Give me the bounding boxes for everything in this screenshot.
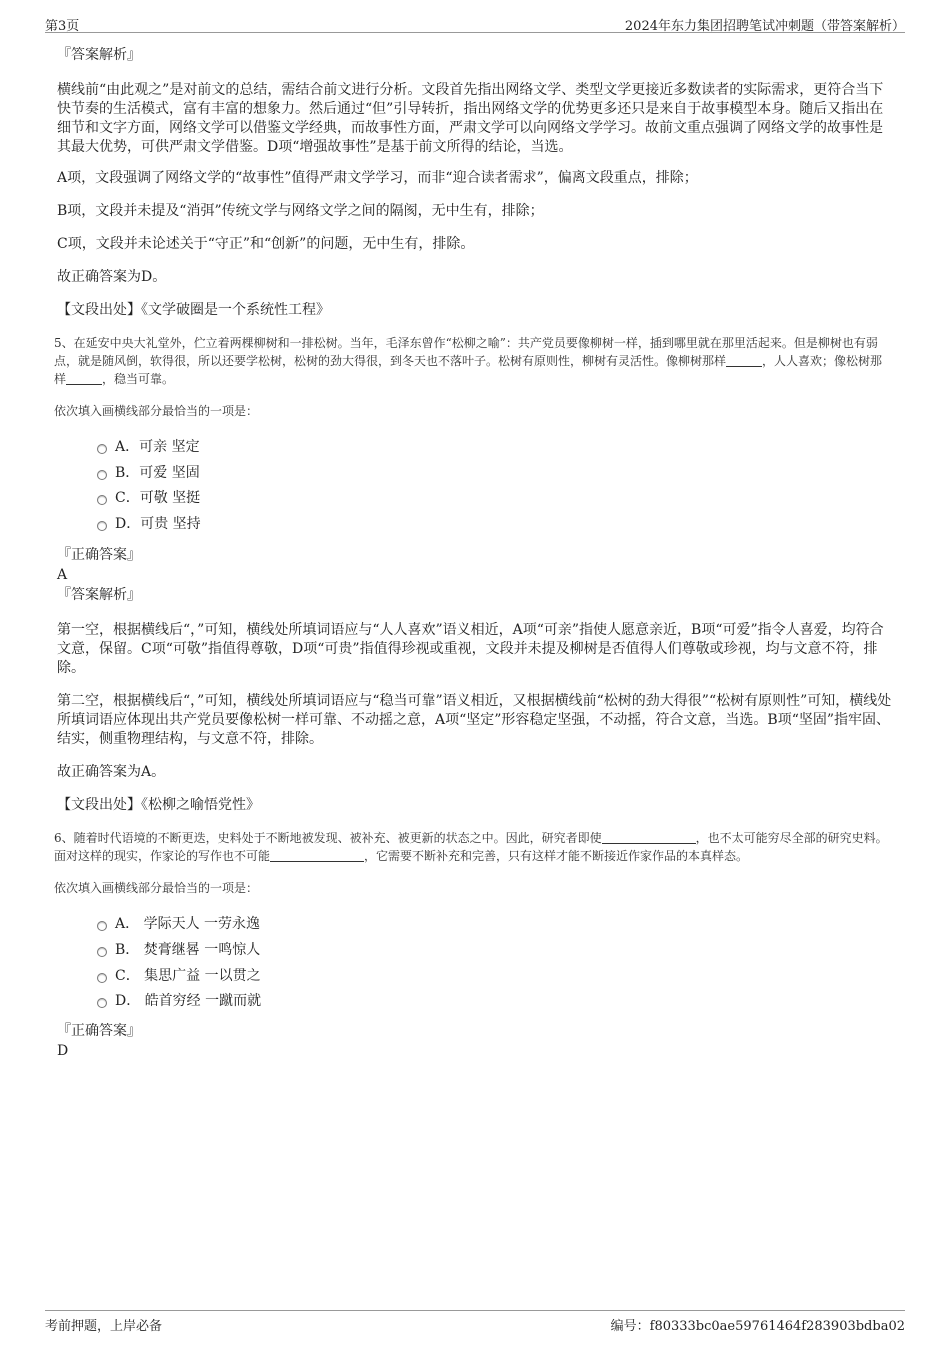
q4-source: 【文段出处】《文学破圈是一个系统性工程》	[57, 302, 330, 318]
q5-option-d[interactable]	[57, 513, 892, 539]
q5-option-b[interactable]	[57, 462, 892, 488]
page-number: 第3页	[45, 19, 80, 34]
q6-option-a[interactable]	[57, 913, 892, 939]
option-text: 可亲 坚定	[139, 439, 200, 455]
option-text: 可爱 坚固	[139, 464, 200, 481]
q5-prompt: 依次填入画横线部分最恰当的一项是：	[54, 404, 259, 418]
option-text: 焚膏继晷 一鸣惊人	[143, 941, 261, 958]
q6-stem-part-1: 6、随着时代语境的不断更迭，史料处于不断地被发现、被补充、被更新的状态之中。因此，研究者即使	[54, 831, 602, 846]
option-text: 可贵 坚持	[140, 515, 201, 532]
option-text: 皓首穷经 一蹴而就	[144, 993, 262, 1010]
radio-icon[interactable]	[97, 470, 107, 480]
page-footer	[45, 1310, 905, 1334]
q6-blank-1	[602, 831, 696, 844]
q6-option-b[interactable]	[57, 939, 892, 965]
q6-options	[57, 913, 892, 1015]
radio-icon[interactable]	[97, 973, 107, 983]
q5-analysis-paragraph-1: 第一空，根据横线后“，”可知，横线处所填词语应与“人人喜欢”语义相近，A项“可亲”指使人愿意亲近，B项“可爱”指令人喜爱，均符合文意，保留。C项“可敬”指值得尊敬，D项“可贵”指值得珍视或重视，文段并未提及柳树是否值得人们尊敬或珍视，均与文意不符，排除。	[57, 622, 884, 677]
q5-options	[57, 436, 892, 538]
radio-icon[interactable]	[97, 521, 107, 531]
q6-blank-2	[270, 849, 364, 862]
radio-icon[interactable]	[97, 998, 107, 1008]
q4-analysis-b: B项，文段并未提及“消弭”传统文学与网络文学之间的隔阂，无中生有，排除；	[57, 203, 544, 219]
q4-analysis-paragraph: 横线前“由此观之”是对前文的总结，需结合前文进行分析。文段首先指出网络文学、类型文学更接近多数读者的实际需求，更符合当下快节奏的生活模式，富有丰富的想象力。然后通过“但”引导转折，指出网络文学的优势更多还只是来自于故事模型本身。随后又指出在细节和文字方面，网络文学可以借鉴文学经典，而故事性方面，严肃文学可以向网络文学学习。故前文重点强调了网络文学的故事性是其最大优势，可供严肃文学借鉴。D项“增强故事性”是基于前文所得的结论，当选。	[57, 82, 884, 155]
q5-stem-part-3: ，稳当可靠。	[102, 372, 175, 386]
option-letter: D．	[115, 993, 141, 1010]
page-content	[54, 46, 892, 1061]
q6-stem-part-3: ，它需要不断补充和完善，只有这样才能不断接近作家作品的本真样态。	[364, 849, 749, 864]
q5-option-c[interactable]	[57, 487, 892, 513]
q6-stem	[54, 829, 892, 865]
footer-code-label: 编号：	[610, 1319, 650, 1334]
radio-icon[interactable]	[97, 444, 107, 454]
q5-answer: A	[57, 567, 68, 584]
option-letter: C．	[115, 490, 140, 507]
q6-stem-part-2: ，也不太可能穷尽全部的研究史料。面对这样的现实，作家论的写作也不可能	[54, 831, 888, 864]
q5-stem-part-2: ，人人喜欢；像松树那样	[54, 354, 883, 386]
option-letter: D．	[115, 515, 141, 532]
option-letter: C．	[115, 967, 140, 984]
page-header	[45, 12, 905, 33]
option-text: 可敬 坚挺	[139, 490, 201, 507]
radio-icon[interactable]	[97, 947, 107, 957]
q6-answer: D	[57, 1042, 69, 1059]
q5-option-a[interactable]	[57, 436, 892, 462]
q5-answer-label: 『正确答案』	[57, 547, 141, 564]
q4-analysis-label: 『答案解析』	[57, 47, 141, 63]
q5-source: 【文段出处】《松柳之喻悟党性》	[57, 797, 260, 814]
q6-prompt: 依次填入画横线部分最恰当的一项是：	[54, 881, 259, 896]
option-text: 集思广益 一以贯之	[144, 967, 261, 984]
option-letter: B．	[115, 941, 140, 958]
q5-analysis-paragraph-2: 第二空，根据横线后“，”可知，横线处所填词语应与“稳当可靠”语义相近，又根据横线前“松树的劲大得很”“松树有原则性”可知，横线处所填词语应体现出共产党员要像松树一样可靠、不动摇之意，A项“坚定”形容稳定坚强，不动摇，符合文意，当选。B项“坚固”指牢固、结实，侧重物理结构，与文意不符，排除。	[57, 693, 892, 748]
q6-option-c[interactable]	[57, 965, 892, 991]
q6-option-d[interactable]	[57, 990, 892, 1016]
q5-analysis-label: 『答案解析』	[57, 587, 141, 604]
q5-blank-1	[726, 354, 762, 367]
footer-code	[611, 1315, 905, 1334]
q4-analysis-a: A项，文段强调了网络文学的“故事性”值得严肃文学学习，而非“迎合读者需求”，偏离文段重点，排除；	[57, 170, 698, 186]
q5-blank-2	[66, 372, 102, 385]
q4-conclusion: 故正确答案为D。	[57, 269, 167, 285]
footer-code-value: f80333bc0ae59761464f283903bdba02	[649, 1319, 905, 1334]
document-title: 2024年东力集团招聘笔试冲刺题（带答案解析）	[624, 19, 905, 34]
radio-icon[interactable]	[97, 495, 107, 505]
q5-conclusion: 故正确答案为A。	[57, 764, 166, 781]
option-letter: A．	[115, 439, 140, 455]
radio-icon[interactable]	[97, 921, 107, 931]
footer-slogan: 考前押题，上岸必备	[45, 1319, 163, 1334]
q4-analysis-c: C项，文段并未论述关于“守正”和“创新”的问题，无中生有，排除。	[57, 236, 475, 252]
q5-stem-part-1: 5、在延安中央大礼堂外，伫立着两棵柳树和一排松树。当年，毛泽东曾作“松柳之喻”：共产党员要像柳树一样，插到哪里就在那里活起来。但是柳树也有弱点，就是随风倒，软得很，所以还要学松树，松树的劲大得很，到冬天也不落叶子。松树有原则性，柳树有灵活性。像柳树那样	[54, 336, 878, 368]
option-letter: A．	[115, 916, 140, 933]
q5-stem	[54, 334, 892, 388]
option-letter: B．	[115, 464, 140, 481]
q6-answer-label: 『正确答案』	[57, 1022, 141, 1039]
option-text: 学际天人 一劳永逸	[143, 916, 261, 933]
